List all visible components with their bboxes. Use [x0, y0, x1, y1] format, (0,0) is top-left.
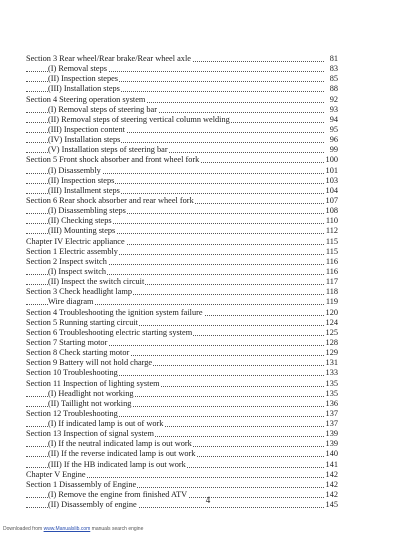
toc-entry-page: 142: [325, 490, 338, 500]
toc-entry-page: 141: [325, 459, 338, 469]
toc-entry-page: 93: [329, 104, 338, 114]
toc-entry-title: (II) Inspection stepes: [48, 74, 119, 84]
toc-entry-title: Section 6 Rear shock absorber and rear wheel fork: [26, 195, 194, 205]
toc-entry-page: 88: [329, 84, 338, 94]
toc-entry[interactable]: [26, 186, 338, 196]
toc-entry-page: 94: [329, 114, 338, 124]
toc-entry-page: 85: [329, 74, 338, 84]
toc-entry-title: Section 8 Check starting motor: [26, 348, 130, 358]
toc-entry-title: (III) Installation steps: [48, 84, 120, 94]
toc-entry-title: (I) Disassembling steps: [48, 206, 126, 216]
toc-entry-title: Section 4 Steering operation system: [26, 94, 146, 104]
toc-entry[interactable]: [26, 257, 338, 267]
toc-entry-title: (III) If the HB indicated lamp is out work: [48, 459, 186, 469]
toc-entry-title: Section 3 Rear wheel/Rear brake/Rear wheel axle: [26, 54, 191, 63]
toc-entry[interactable]: [26, 206, 338, 216]
toc-entry[interactable]: [26, 135, 338, 145]
toc-entry[interactable]: [26, 389, 338, 399]
toc-entry-title: (I) Headlight not working: [48, 388, 134, 398]
toc-entry-title: Section 5 Running starting circuit: [26, 317, 138, 327]
toc-entry-page: 124: [325, 317, 338, 327]
toc-entry-title: (II) Removal steps of steering vertical column welding: [48, 114, 230, 124]
toc-entry-title: (I) Disassembly: [48, 165, 101, 175]
toc-entry-title: (III) Mounting steps: [48, 226, 116, 236]
toc-entry-page: 95: [329, 124, 338, 134]
toc-entry-title: Section 9 Battery will not hold charge: [26, 358, 153, 368]
toc-entry[interactable]: [26, 439, 338, 449]
toc-entry-page: 104: [325, 185, 338, 195]
toc-entry[interactable]: [26, 480, 338, 490]
toc-entry-title: (II) If the reverse indicated lamp is out work: [48, 449, 196, 459]
toc-entry-title: (V) Installation steps of steering bar: [48, 145, 168, 155]
toc-entry-page: 129: [325, 348, 338, 358]
toc-entry-page: 117: [325, 277, 338, 287]
toc-entry[interactable]: [26, 358, 338, 368]
toc-entry-title: Section 3 Check headlight lamp: [26, 287, 132, 297]
toc-entry[interactable]: [26, 105, 338, 115]
toc-entry-title: (II) Checking steps: [48, 216, 112, 226]
toc-entry[interactable]: [26, 216, 338, 226]
toc-entry-page: 112: [325, 226, 338, 236]
toc-entry[interactable]: [26, 348, 338, 358]
toc-entry-page: 118: [325, 287, 338, 297]
toc-entry-page: 139: [325, 439, 338, 449]
toc-entry[interactable]: [26, 166, 338, 176]
toc-entry-title: Chapter IV Electric appliance: [26, 236, 125, 246]
toc-entry-page: 116: [325, 256, 338, 266]
toc-entry-page: 142: [325, 469, 338, 479]
toc-entry[interactable]: [26, 155, 338, 165]
toc-entry-page: 140: [325, 449, 338, 459]
toc-entry-page: 119: [325, 297, 338, 307]
toc-entry[interactable]: [26, 368, 338, 378]
toc-entry-page: 137: [325, 408, 338, 418]
toc-entry-page: 116: [325, 266, 338, 276]
toc-entry[interactable]: [26, 95, 338, 105]
toc-entry-title: (II) Taillight not working: [48, 398, 132, 408]
toc-entry-title: Section 7 Starting motor: [26, 337, 108, 347]
toc-entry-title: (I) Removal steps: [48, 64, 107, 74]
toc-entry-page: 135: [325, 378, 338, 388]
toc-entry-page: 128: [325, 337, 338, 347]
toc-entry-page: 120: [325, 307, 338, 317]
download-footer: [3, 526, 143, 532]
manualslib-link[interactable]: www.Manualslib.com: [43, 526, 91, 532]
toc-entry-title: Wire diagram: [48, 297, 94, 307]
toc-entry-title: Section 1 Disassembly of Engine: [26, 479, 137, 489]
toc-entry-title: (I) If indicated lamp is out of work: [48, 419, 164, 429]
toc-entry-page: 100: [325, 155, 338, 165]
toc-entry[interactable]: [26, 267, 338, 277]
toc-entry[interactable]: [26, 429, 338, 439]
toc-entry[interactable]: [26, 226, 338, 236]
toc-entry-page: 145: [325, 500, 338, 510]
toc-entry-page: 101: [325, 165, 338, 175]
toc-entry[interactable]: [26, 399, 338, 409]
toc-entry-page: 131: [325, 358, 338, 368]
toc-entry[interactable]: [26, 247, 338, 257]
toc-entry[interactable]: [26, 237, 338, 247]
toc-entry-title: (II) Inspect the switch circuit: [48, 277, 145, 287]
toc-entry-title: (II) Inspection steps: [48, 175, 115, 185]
toc-entry[interactable]: [26, 379, 338, 389]
toc-entry-page: 99: [329, 145, 338, 155]
toc-entry-page: 115: [325, 246, 338, 256]
toc-entry-page: 92: [329, 94, 338, 104]
toc-entry[interactable]: [26, 470, 338, 480]
footer-suffix: manuals search engine: [91, 526, 144, 532]
page-number: 4: [205, 495, 211, 505]
toc-entry[interactable]: [26, 460, 338, 470]
toc-entry[interactable]: [26, 64, 338, 74]
toc-entry-title: Section 6 Troubleshooting electric starting system: [26, 327, 193, 337]
toc-entry-page: 142: [325, 479, 338, 489]
table-of-contents: [26, 54, 338, 510]
toc-entry[interactable]: [26, 308, 338, 318]
toc-entry[interactable]: [26, 449, 338, 459]
toc-entry-title: Section 10 Troubleshooting: [26, 368, 118, 378]
toc-entry-title: Section 4 Troubleshooting the ignition system failure: [26, 307, 203, 317]
toc-entry-page: 136: [325, 398, 338, 408]
toc-entry-page: 81: [329, 54, 338, 63]
toc-entry-title: (I) Remove the engine from finished ATV: [48, 490, 188, 500]
toc-entry[interactable]: [26, 115, 338, 125]
toc-entry-page: 96: [329, 135, 338, 145]
toc-entry[interactable]: [26, 277, 338, 287]
toc-entry-page: 115: [325, 236, 338, 246]
toc-entry-page: 135: [325, 388, 338, 398]
toc-entry-title: (IV) Installation steps: [48, 135, 121, 145]
toc-entry-page: 103: [325, 175, 338, 185]
toc-entry-page: 110: [325, 216, 338, 226]
toc-entry[interactable]: [26, 419, 338, 429]
toc-entry-title: Section 12 Troubleshooting: [26, 408, 118, 418]
toc-entry-title: Section 1 Electric assembly: [26, 246, 118, 256]
toc-entry-title: Section 2 Inspect switch: [26, 256, 107, 266]
toc-entry-title: (III) Installment steps: [48, 185, 120, 195]
toc-entry-page: 107: [325, 195, 338, 205]
toc-entry-title: Section 13 Inspection of signal system: [26, 429, 154, 439]
toc-entry[interactable]: [26, 338, 338, 348]
toc-entry-title: (I) Inspect switch: [48, 266, 107, 276]
toc-entry-page: 139: [325, 429, 338, 439]
toc-entry[interactable]: [26, 125, 338, 135]
toc-entry-page: 133: [325, 368, 338, 378]
toc-entry-title: Section 11 Inspection of lighting system: [26, 378, 160, 388]
toc-entry[interactable]: [26, 287, 338, 297]
toc-entry[interactable]: [26, 74, 338, 84]
toc-entry-title: (II) Disassembly of engine: [48, 500, 137, 510]
toc-entry[interactable]: [26, 328, 338, 338]
toc-entry[interactable]: [26, 409, 338, 419]
toc-entry-page: 108: [325, 206, 338, 216]
toc-entry[interactable]: [26, 196, 338, 206]
toc-entry-title: Chapter V Engine: [26, 469, 86, 479]
toc-entry-title: (III) Inspection content: [48, 124, 125, 134]
toc-entry-page: 137: [325, 419, 338, 429]
toc-entry-page: 125: [325, 327, 338, 337]
toc-entry[interactable]: [26, 84, 338, 94]
toc-entry[interactable]: [26, 54, 338, 64]
toc-entry[interactable]: [26, 297, 338, 307]
toc-entry-title: (I) If the neutral indicated lamp is out work: [48, 439, 192, 449]
footer-prefix: Downloaded from: [3, 526, 43, 532]
toc-entry[interactable]: [26, 145, 338, 155]
toc-entry-title: Section 5 Front shock absorber and front wheel fork: [26, 155, 200, 165]
toc-entry-page: 83: [329, 64, 338, 74]
toc-entry[interactable]: [26, 176, 338, 186]
toc-entry[interactable]: [26, 318, 338, 328]
toc-entry-title: (I) Removal steps of steering bar: [48, 104, 157, 114]
